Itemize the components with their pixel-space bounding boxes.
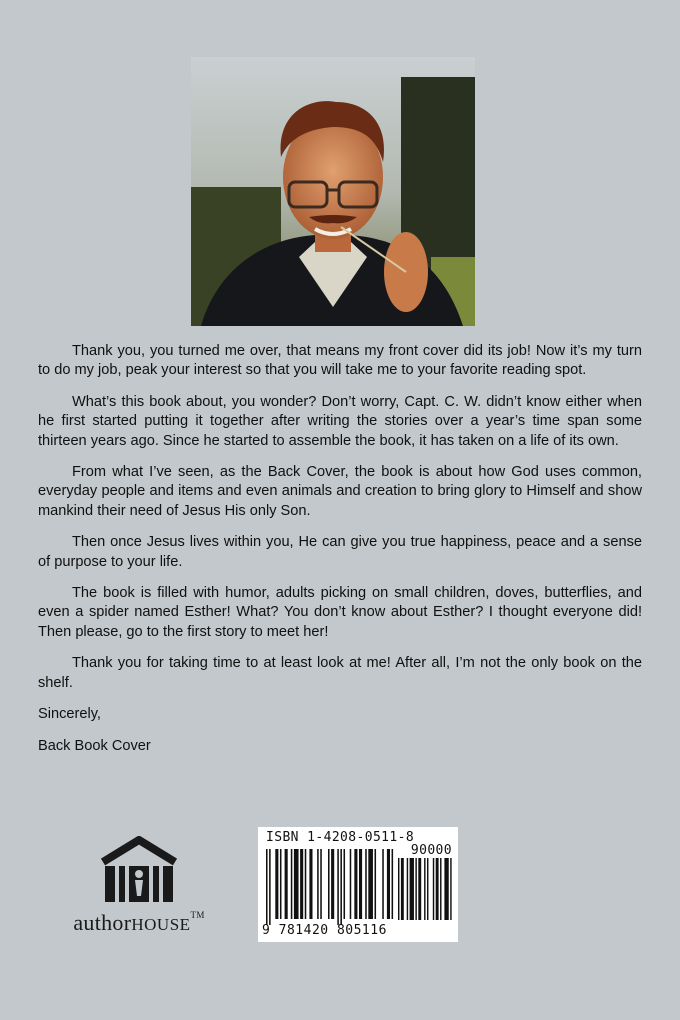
publisher-name: authorHOUSE™ [73,910,205,935]
isbn-label: ISBN 1-4208-0511-8 [266,830,415,845]
paragraph: From what I’ve seen, as the Back Cover, the book is about how God uses common, everyday people and items and even animals and creation to bring glory to Himself and show mankind their need of Jesus His only Son. [38,464,642,519]
paragraph: The book is filled with humor, adults picking on small children, doves, butterflies, and even a spider named Esther! What? You don’t know about Esther? I thought everyone did! Then please, go to the first story to meet her! [38,585,642,640]
author-portrait-icon [191,57,475,326]
publisher-logo [64,836,214,942]
author-photo [191,57,475,326]
price-code: 90000 [410,843,452,858]
back-cover-text [38,342,642,768]
isbn-barcode [258,827,458,942]
signature: Back Book Cover [38,737,151,754]
closing: Sincerely, [38,706,101,723]
paragraph: Thank you, you turned me over, that means my front cover did its job! Now it’s my turn to do my job, peak your interest so that you will take me to your favorite reading spot. [38,343,642,379]
ean-bars [266,849,394,925]
paragraph: What’s this book about, you wonder? Don’t worry, Capt. C. W. didn’t know either when he first started putting it together after writing the stories over a year’s time span some thirteen years ago. Since he started to assemble the book, it has taken on a life of its own. [38,393,642,449]
paragraph: Then once Jesus lives within you, He can give you true happiness, peace and a sense of purpose to your life. [38,534,642,570]
ean-digits: 9 781420 805116 [262,923,387,938]
authorhouse-house-icon [97,836,181,906]
addon-bars [398,858,452,924]
paragraph: Thank you for taking time to at least look at me! After all, I’m not the only book on the shelf. [38,655,642,691]
